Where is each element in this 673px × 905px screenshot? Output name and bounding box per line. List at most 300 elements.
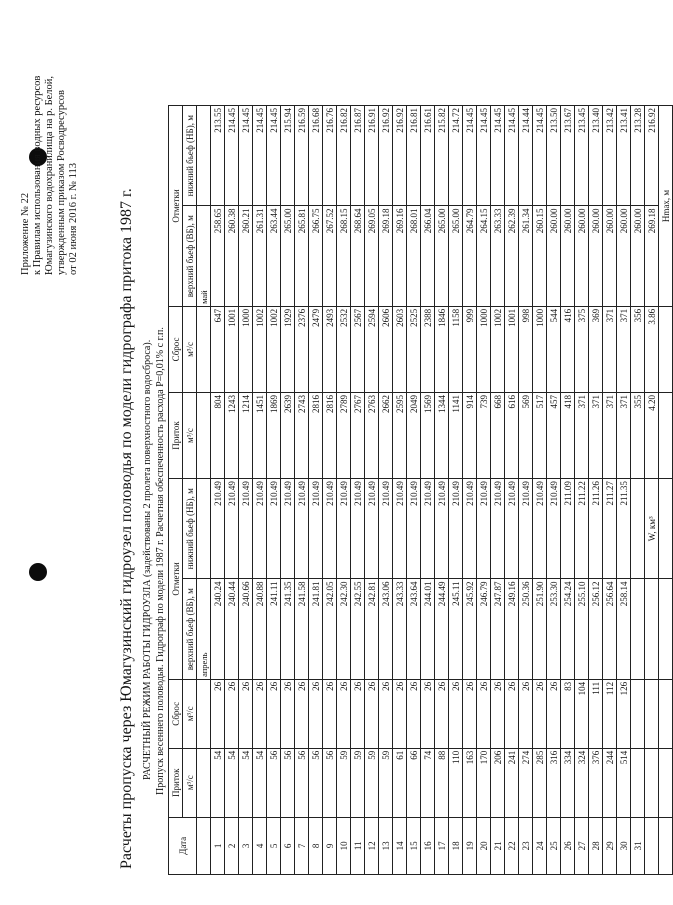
header-unit: м³/с — [183, 306, 197, 392]
day-cell: 11 — [351, 817, 365, 874]
value-cell: 26 — [379, 679, 393, 748]
day-cell: 29 — [603, 817, 617, 874]
value-cell: 54 — [211, 748, 225, 817]
value-cell: 1929 — [281, 306, 295, 392]
day-cell: 17 — [435, 817, 449, 874]
value-cell: 316 — [547, 748, 561, 817]
value-cell: 26 — [323, 679, 337, 748]
value-cell: 245.11 — [449, 579, 463, 679]
data-table — [168, 105, 673, 875]
day-cell: 16 — [421, 817, 435, 874]
value-cell: 418 — [561, 392, 575, 478]
value-cell: 241 — [505, 748, 519, 817]
value-cell: 260.00 — [589, 206, 603, 306]
table-row — [575, 106, 589, 875]
value-cell: 240.88 — [253, 579, 267, 679]
value-cell: 210.49 — [463, 479, 477, 579]
value-cell: 371 — [589, 392, 603, 478]
value-cell: 569 — [519, 392, 533, 478]
document-title: Расчеты пропуска через Юмагузинский гидроузел половодья по модели гидрографа притока 1987 г. — [118, 188, 135, 869]
value-cell: 264.15 — [477, 206, 491, 306]
value-cell: 2816 — [323, 392, 337, 478]
value-cell: 668 — [491, 392, 505, 478]
value-cell: 214.45 — [505, 106, 519, 206]
value-cell: 244.49 — [435, 579, 449, 679]
day-cell: 18 — [449, 817, 463, 874]
value-cell: 1000 — [477, 306, 491, 392]
table-row — [337, 106, 351, 875]
value-cell: 266.04 — [421, 206, 435, 306]
value-cell: 1569 — [421, 392, 435, 478]
header-marks-may: Отметки — [169, 106, 183, 307]
value-cell: 26 — [407, 679, 421, 748]
value-cell: 56 — [309, 748, 323, 817]
value-cell: 215.82 — [435, 106, 449, 206]
value-cell: 1243 — [225, 392, 239, 478]
day-cell: 9 — [323, 817, 337, 874]
totals-w-in: 4.20 — [645, 392, 659, 478]
value-cell: 210.49 — [533, 479, 547, 579]
value-cell: 2525 — [407, 306, 421, 392]
value-cell: 26 — [477, 679, 491, 748]
value-cell: 54 — [225, 748, 239, 817]
value-cell: 210.49 — [211, 479, 225, 579]
value-cell: 242.30 — [337, 579, 351, 679]
value-cell: 268.64 — [351, 206, 365, 306]
value-cell: 26 — [337, 679, 351, 748]
value-cell: 210.49 — [225, 479, 239, 579]
totals-w-label: W, км³ — [645, 479, 659, 579]
value-cell: 265.81 — [295, 206, 309, 306]
value-cell: 210.49 — [547, 479, 561, 579]
header-upper: верхний бьеф (ВБ), м — [183, 206, 197, 306]
table-row — [421, 106, 435, 875]
value-cell: 457 — [547, 392, 561, 478]
value-cell: 258.14 — [617, 579, 631, 679]
value-cell: 1002 — [267, 306, 281, 392]
value-cell: 26 — [449, 679, 463, 748]
value-cell: 262.39 — [505, 206, 519, 306]
value-cell: 914 — [463, 392, 477, 478]
value-cell: 261.31 — [253, 206, 267, 306]
value-cell: 285 — [533, 748, 547, 817]
value-cell: 26 — [281, 679, 295, 748]
value-cell: 26 — [547, 679, 561, 748]
value-cell: 260.00 — [631, 206, 645, 306]
value-cell: 244 — [603, 748, 617, 817]
value-cell: 210.49 — [281, 479, 295, 579]
value-cell: 214.45 — [477, 106, 491, 206]
value-cell: 1001 — [505, 306, 519, 392]
value-cell: 2606 — [379, 306, 393, 392]
value-cell: 369 — [589, 306, 603, 392]
table-row — [617, 106, 631, 875]
value-cell: 260.15 — [533, 206, 547, 306]
value-cell: 249.16 — [505, 579, 519, 679]
value-cell: 616 — [505, 392, 519, 478]
table-row — [603, 106, 617, 875]
value-cell: 56 — [295, 748, 309, 817]
day-cell: 2 — [225, 817, 239, 874]
value-cell: 246.79 — [477, 579, 491, 679]
table-row — [365, 106, 379, 875]
day-cell: 12 — [365, 817, 379, 874]
value-cell: 54 — [239, 748, 253, 817]
value-cell: 371 — [617, 392, 631, 478]
value-cell — [631, 479, 645, 579]
value-cell: 56 — [267, 748, 281, 817]
value-cell: 242.81 — [365, 579, 379, 679]
day-cell: 13 — [379, 817, 393, 874]
value-cell: 170 — [477, 748, 491, 817]
value-cell: 59 — [337, 748, 351, 817]
header-unit: м³/с — [183, 679, 197, 748]
value-cell: 26 — [435, 679, 449, 748]
header-discharge-may: Сброс — [169, 306, 183, 392]
value-cell: 371 — [575, 392, 589, 478]
table-row — [225, 106, 239, 875]
day-cell: 31 — [631, 817, 645, 874]
day-cell: 14 — [393, 817, 407, 874]
value-cell: 2639 — [281, 392, 295, 478]
hydrograph-note: Пропуск весеннего половодья. Гидрограф по модели 1987 г. Расчетная обеспеченность расхода P=0,01% с г.п. — [155, 327, 166, 795]
table-row — [309, 106, 323, 875]
value-cell: 260.00 — [561, 206, 575, 306]
value-cell: 210.49 — [239, 479, 253, 579]
value-cell: 215.94 — [281, 106, 295, 206]
value-cell: 26 — [393, 679, 407, 748]
value-cell: 269.05 — [365, 206, 379, 306]
value-cell: 26 — [491, 679, 505, 748]
value-cell: 355 — [631, 392, 645, 478]
table-row — [351, 106, 365, 875]
value-cell: 2763 — [365, 392, 379, 478]
header-unit: м³/с — [183, 392, 197, 478]
value-cell: 265.00 — [435, 206, 449, 306]
header-discharge-april: Сброс — [169, 679, 183, 748]
value-cell: 66 — [407, 748, 421, 817]
day-cell: 22 — [505, 817, 519, 874]
value-cell: 210.49 — [491, 479, 505, 579]
value-cell: 214.72 — [449, 106, 463, 206]
value-cell: 240.44 — [225, 579, 239, 679]
value-cell: 1344 — [435, 392, 449, 478]
value-cell: 371 — [617, 306, 631, 392]
value-cell: 244.01 — [421, 579, 435, 679]
value-cell: 210.49 — [309, 479, 323, 579]
table-row — [393, 106, 407, 875]
table-row — [477, 106, 491, 875]
value-cell: 260.00 — [603, 206, 617, 306]
value-cell: 216.68 — [309, 106, 323, 206]
value-cell: 265.00 — [281, 206, 295, 306]
value-cell: 268.01 — [407, 206, 421, 306]
appendix-line: от 02 июня 2016 г. № 113 — [68, 163, 79, 275]
header-upper: верхний бьеф (ВБ), м — [183, 579, 197, 679]
value-cell: 214.45 — [267, 106, 281, 206]
value-cell: 111 — [589, 679, 603, 748]
value-cell: 216.87 — [351, 106, 365, 206]
value-cell: 241.35 — [281, 579, 295, 679]
table-row — [379, 106, 393, 875]
table-row — [295, 106, 309, 875]
day-cell: 30 — [617, 817, 631, 874]
header-lower: нижний бьеф (НБ), м — [183, 479, 197, 579]
table-row — [631, 106, 645, 875]
value-cell: 998 — [519, 306, 533, 392]
value-cell: 211.26 — [589, 479, 603, 579]
month-label-may: май — [197, 206, 211, 306]
value-cell: 1214 — [239, 392, 253, 478]
table-row — [435, 106, 449, 875]
value-cell: 213.41 — [617, 106, 631, 206]
value-cell: 210.49 — [267, 479, 281, 579]
value-cell: 210.49 — [477, 479, 491, 579]
value-cell: 211.22 — [575, 479, 589, 579]
value-cell: 254.24 — [561, 579, 575, 679]
value-cell: 416 — [561, 306, 575, 392]
totals-w-out: 3.86 — [645, 306, 659, 392]
value-cell: 26 — [351, 679, 365, 748]
regime-heading — [142, 340, 153, 780]
value-cell: 2789 — [337, 392, 351, 478]
value-cell: 260.00 — [575, 206, 589, 306]
value-cell: 59 — [365, 748, 379, 817]
value-cell: 2388 — [421, 306, 435, 392]
table-row — [519, 106, 533, 875]
value-cell: 371 — [603, 392, 617, 478]
value-cell: 2493 — [323, 306, 337, 392]
value-cell: 2479 — [309, 306, 323, 392]
value-cell: 213.28 — [631, 106, 645, 206]
value-cell: 216.92 — [393, 106, 407, 206]
table-row — [449, 106, 463, 875]
value-cell: 1451 — [253, 392, 267, 478]
appendix-line: Юмагузинского водохранилища на р. Белой, — [44, 76, 55, 275]
value-cell: 56 — [281, 748, 295, 817]
value-cell: 213.67 — [561, 106, 575, 206]
value-cell: 213.40 — [589, 106, 603, 206]
value-cell: 268.15 — [337, 206, 351, 306]
appendix-line: утвержденным приказом Росводресурсов — [56, 90, 67, 275]
value-cell: 88 — [435, 748, 449, 817]
appendix-block — [20, 76, 80, 275]
value-cell: 1002 — [253, 306, 267, 392]
table-body — [197, 106, 645, 875]
value-cell: 241.11 — [267, 579, 281, 679]
day-cell: 20 — [477, 817, 491, 874]
value-cell: 210.49 — [323, 479, 337, 579]
value-cell: 26 — [519, 679, 533, 748]
value-cell: 241.81 — [309, 579, 323, 679]
value-cell: 83 — [561, 679, 575, 748]
day-cell: 28 — [589, 817, 603, 874]
value-cell: 26 — [421, 679, 435, 748]
value-cell: 216.92 — [379, 106, 393, 206]
value-cell: 104 — [575, 679, 589, 748]
value-cell: 2376 — [295, 306, 309, 392]
value-cell: 253.30 — [547, 579, 561, 679]
value-cell: 999 — [463, 306, 477, 392]
value-cell: 26 — [505, 679, 519, 748]
value-cell: 2567 — [351, 306, 365, 392]
value-cell: 269.18 — [379, 206, 393, 306]
value-cell: 739 — [477, 392, 491, 478]
value-cell: 1002 — [491, 306, 505, 392]
day-cell: 21 — [491, 817, 505, 874]
totals-label-row — [659, 106, 673, 875]
value-cell: 263.33 — [491, 206, 505, 306]
value-cell: 210.49 — [407, 479, 421, 579]
header-inflow-april: Приток — [169, 748, 183, 817]
value-cell — [631, 579, 645, 679]
table-row — [253, 106, 267, 875]
value-cell: 255.10 — [575, 579, 589, 679]
table-row — [281, 106, 295, 875]
value-cell — [631, 679, 645, 748]
day-cell: 25 — [547, 817, 561, 874]
value-cell: 242.55 — [351, 579, 365, 679]
value-cell: 2816 — [309, 392, 323, 478]
value-cell: 647 — [211, 306, 225, 392]
value-cell: 544 — [547, 306, 561, 392]
day-cell: 3 — [239, 817, 253, 874]
month-row — [197, 106, 211, 875]
value-cell: 2743 — [295, 392, 309, 478]
value-cell: 2767 — [351, 392, 365, 478]
value-cell: 260.00 — [547, 206, 561, 306]
month-label-april: апрель — [197, 579, 211, 679]
day-cell: 10 — [337, 817, 351, 874]
value-cell: 210.49 — [253, 479, 267, 579]
value-cell: 26 — [211, 679, 225, 748]
regime-heading-note: (задействованы 2 пролета поверхностного водосброса). — [142, 339, 153, 578]
value-cell: 216.59 — [295, 106, 309, 206]
day-cell: 4 — [253, 817, 267, 874]
value-cell: 2049 — [407, 392, 421, 478]
table-row — [547, 106, 561, 875]
value-cell: 804 — [211, 392, 225, 478]
value-cell: 110 — [449, 748, 463, 817]
value-cell: 216.76 — [323, 106, 337, 206]
value-cell: 1001 — [225, 306, 239, 392]
value-cell: 1158 — [449, 306, 463, 392]
value-cell: 250.36 — [519, 579, 533, 679]
value-cell: 334 — [561, 748, 575, 817]
value-cell: 26 — [295, 679, 309, 748]
day-cell: 24 — [533, 817, 547, 874]
value-cell: 256.12 — [589, 579, 603, 679]
value-cell: 26 — [533, 679, 547, 748]
value-cell: 214.45 — [225, 106, 239, 206]
value-cell: 26 — [463, 679, 477, 748]
value-cell: 213.45 — [575, 106, 589, 206]
value-cell: 1869 — [267, 392, 281, 478]
value-cell: 213.50 — [547, 106, 561, 206]
value-cell: 264.79 — [463, 206, 477, 306]
value-cell: 2594 — [365, 306, 379, 392]
value-cell: 210.49 — [295, 479, 309, 579]
table-row — [239, 106, 253, 875]
regime-heading-label: РАСЧЕТНЫЙ РЕЖИМ РАБОТЫ ГИДРОУЗЛА — [142, 579, 153, 780]
value-cell: 356 — [631, 306, 645, 392]
value-cell: 260.38 — [225, 206, 239, 306]
value-cell: 56 — [323, 748, 337, 817]
table-row — [505, 106, 519, 875]
value-cell: 59 — [379, 748, 393, 817]
totals-h-label: Hmax, м — [659, 106, 673, 307]
header-date: Дата — [169, 817, 197, 874]
value-cell: 206 — [491, 748, 505, 817]
day-cell: 5 — [267, 817, 281, 874]
header-marks-april: Отметки — [169, 479, 183, 680]
day-cell: 6 — [281, 817, 295, 874]
value-cell: 214.45 — [239, 106, 253, 206]
value-cell: 214.45 — [253, 106, 267, 206]
value-cell: 1000 — [239, 306, 253, 392]
table-row — [267, 106, 281, 875]
value-cell: 210.49 — [449, 479, 463, 579]
value-cell: 2532 — [337, 306, 351, 392]
value-cell: 216.91 — [365, 106, 379, 206]
value-cell: 274 — [519, 748, 533, 817]
value-cell: 126 — [617, 679, 631, 748]
value-cell: 269.16 — [393, 206, 407, 306]
table-row — [491, 106, 505, 875]
value-cell: 216.82 — [337, 106, 351, 206]
value-cell: 2662 — [379, 392, 393, 478]
table-row — [463, 106, 477, 875]
value-cell: 59 — [351, 748, 365, 817]
table-row — [323, 106, 337, 875]
value-cell: 243.64 — [407, 579, 421, 679]
value-cell: 163 — [463, 748, 477, 817]
value-cell: 240.66 — [239, 579, 253, 679]
value-cell: 267.52 — [323, 206, 337, 306]
totals-h-max: 269.18 — [645, 206, 659, 306]
value-cell: 514 — [617, 748, 631, 817]
value-cell: 26 — [365, 679, 379, 748]
day-cell: 15 — [407, 817, 421, 874]
value-cell: 26 — [225, 679, 239, 748]
value-cell: 214.45 — [533, 106, 547, 206]
header-lower: нижний бьеф (НБ), м — [183, 106, 197, 206]
value-cell: 214.44 — [519, 106, 533, 206]
value-cell: 211.27 — [603, 479, 617, 579]
value-cell: 240.24 — [211, 579, 225, 679]
value-cell: 210.49 — [421, 479, 435, 579]
value-cell: 210.49 — [379, 479, 393, 579]
value-cell: 210.49 — [365, 479, 379, 579]
value-cell: 26 — [267, 679, 281, 748]
totals-row — [645, 106, 659, 875]
value-cell: 517 — [533, 392, 547, 478]
value-cell: 214.45 — [463, 106, 477, 206]
value-cell: 54 — [253, 748, 267, 817]
value-cell: 251.90 — [533, 579, 547, 679]
value-cell: 266.75 — [309, 206, 323, 306]
value-cell: 243.06 — [379, 579, 393, 679]
value-cell: 1141 — [449, 392, 463, 478]
day-cell: 23 — [519, 817, 533, 874]
value-cell: 26 — [253, 679, 267, 748]
value-cell: 260.21 — [239, 206, 253, 306]
value-cell: 210.49 — [337, 479, 351, 579]
value-cell: 243.33 — [393, 579, 407, 679]
appendix-line: к Правилам использования водных ресурсов — [32, 75, 43, 275]
value-cell: 247.87 — [491, 579, 505, 679]
day-cell: 7 — [295, 817, 309, 874]
